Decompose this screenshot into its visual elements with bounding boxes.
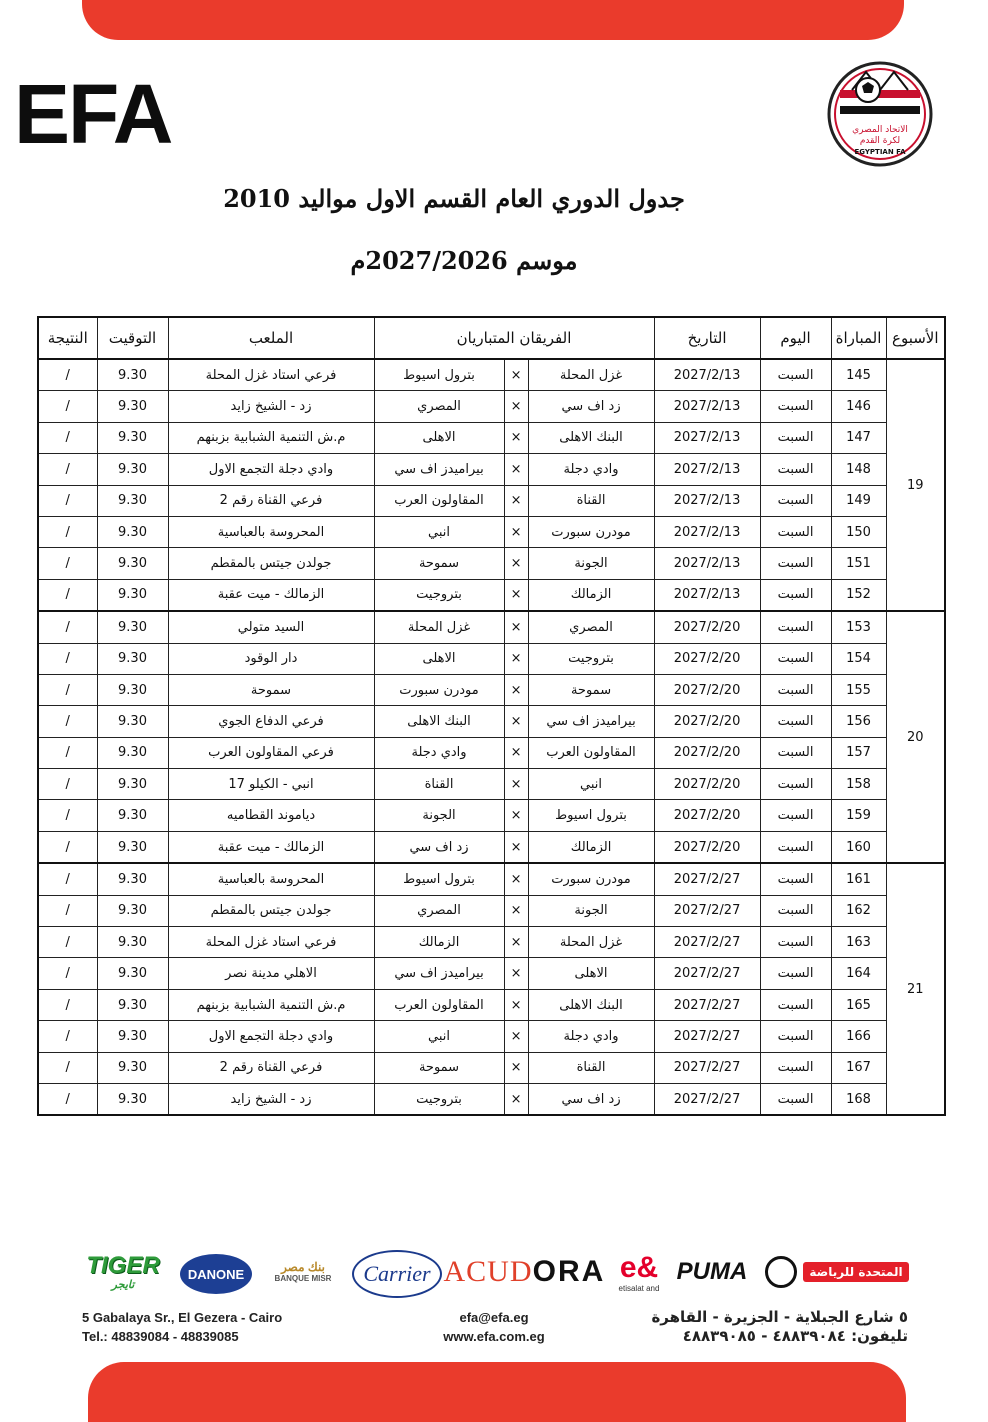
cell-day: السبت xyxy=(760,769,831,800)
cell-home-team: الزمالك xyxy=(528,579,654,611)
cell-result: / xyxy=(38,454,97,485)
cell-away-team: القناة xyxy=(374,769,504,800)
bottom-decorative-bar xyxy=(88,1362,906,1422)
cell-time: 9.30 xyxy=(97,958,168,989)
cell-venue: فرعي القناة رقم 2 xyxy=(168,1052,374,1083)
cell-date: 2027/2/27 xyxy=(654,1083,760,1115)
cell-away-team: بتروجيت xyxy=(374,579,504,611)
cell-date: 2027/2/13 xyxy=(654,516,760,547)
cell-away-team: البنك الاهلى xyxy=(374,706,504,737)
cell-day: السبت xyxy=(760,391,831,422)
cell-day: السبت xyxy=(760,800,831,831)
cell-away-team: انبي xyxy=(374,1021,504,1052)
cell-away-team: بترول اسيوط xyxy=(374,359,504,391)
cell-result: / xyxy=(38,422,97,453)
cell-home-team: غزل المحلة xyxy=(528,359,654,391)
cell-result: / xyxy=(38,611,97,643)
header-venue: الملعب xyxy=(168,317,374,359)
cell-time: 9.30 xyxy=(97,1083,168,1115)
header-week: الأسبوع xyxy=(886,317,945,359)
cell-result: / xyxy=(38,674,97,705)
table-row xyxy=(38,579,945,611)
cell-away-team: المقاولون العرب xyxy=(374,485,504,516)
cell-result: / xyxy=(38,516,97,547)
cell-away-team: سموحة xyxy=(374,1052,504,1083)
cell-match: 164 xyxy=(831,958,886,989)
cell-day: السبت xyxy=(760,863,831,895)
cell-venue: المحروسة بالعباسية xyxy=(168,863,374,895)
table-header-row xyxy=(38,317,945,359)
cell-time: 9.30 xyxy=(97,1052,168,1083)
cell-date: 2027/2/20 xyxy=(654,800,760,831)
cell-result: / xyxy=(38,737,97,768)
cell-away-team: الجونة xyxy=(374,800,504,831)
cell-day: السبت xyxy=(760,989,831,1020)
cell-home-team: بيراميدز اف سي xyxy=(528,706,654,737)
cell-vs: × xyxy=(504,548,528,579)
cell-time: 9.30 xyxy=(97,737,168,768)
etisalat-logo: e& etisalat and xyxy=(618,1250,660,1293)
cell-date: 2027/2/20 xyxy=(654,737,760,768)
cell-date: 2027/2/13 xyxy=(654,359,760,391)
cell-match: 150 xyxy=(831,516,886,547)
footer-website-link[interactable]: www.efa.com.eg xyxy=(443,1329,545,1344)
header-date: التاريخ xyxy=(654,317,760,359)
page-title: جدول الدوري العام القسم الاول مواليد 2010 xyxy=(223,184,685,213)
cell-away-team: بترول اسيوط xyxy=(374,863,504,895)
cell-away-team: المصري xyxy=(374,391,504,422)
cell-away-team: المقاولون العرب xyxy=(374,989,504,1020)
table-row xyxy=(38,927,945,958)
table-row xyxy=(38,1021,945,1052)
cell-match: 145 xyxy=(831,359,886,391)
schedule-body xyxy=(38,359,945,1115)
cell-result: / xyxy=(38,548,97,579)
cell-match: 153 xyxy=(831,611,886,643)
cell-result: / xyxy=(38,769,97,800)
cell-time: 9.30 xyxy=(97,895,168,926)
cell-day: السبت xyxy=(760,927,831,958)
cell-venue: المحروسة بالعباسية xyxy=(168,516,374,547)
carrier-logo: Carrier xyxy=(352,1250,442,1298)
cell-vs: × xyxy=(504,454,528,485)
cell-time: 9.30 xyxy=(97,800,168,831)
cell-result: / xyxy=(38,989,97,1020)
table-row xyxy=(38,359,945,391)
cell-time: 9.30 xyxy=(97,863,168,895)
cell-time: 9.30 xyxy=(97,706,168,737)
table-row xyxy=(38,485,945,516)
cell-venue: فرعي استاد غزل المحلة xyxy=(168,359,374,391)
cell-day: السبت xyxy=(760,737,831,768)
cell-vs: × xyxy=(504,611,528,643)
cell-day: السبت xyxy=(760,579,831,611)
cell-home-team: الاهلى xyxy=(528,958,654,989)
cell-match: 148 xyxy=(831,454,886,485)
puma-logo: PUMA xyxy=(676,1258,748,1285)
cell-home-team: سموحة xyxy=(528,674,654,705)
cell-match: 166 xyxy=(831,1021,886,1052)
cell-date: 2027/2/27 xyxy=(654,989,760,1020)
cell-away-team: سموحة xyxy=(374,548,504,579)
cell-vs: × xyxy=(504,359,528,391)
cell-home-team: غزل المحلة xyxy=(528,927,654,958)
cell-time: 9.30 xyxy=(97,422,168,453)
header-result: النتيجة xyxy=(38,317,97,359)
cell-vs: × xyxy=(504,831,528,863)
cell-match: 165 xyxy=(831,989,886,1020)
cell-home-team: الجونة xyxy=(528,895,654,926)
table-row xyxy=(38,643,945,674)
cell-home-team: البنك الاهلى xyxy=(528,989,654,1020)
header-day: اليوم xyxy=(760,317,831,359)
cell-venue: الزمالك - ميت عقبة xyxy=(168,579,374,611)
cell-away-team: انبي xyxy=(374,516,504,547)
table-row xyxy=(38,989,945,1020)
cell-vs: × xyxy=(504,737,528,768)
cell-time: 9.30 xyxy=(97,831,168,863)
cell-day: السبت xyxy=(760,1052,831,1083)
cell-home-team: وادي دجلة xyxy=(528,1021,654,1052)
cell-day: السبت xyxy=(760,958,831,989)
cell-venue: دياموند القطاميه xyxy=(168,800,374,831)
cell-match: 163 xyxy=(831,927,886,958)
cell-vs: × xyxy=(504,863,528,895)
header-teams: الفريقان المتباريان xyxy=(374,317,654,359)
cell-home-team: مودرن سبورت xyxy=(528,516,654,547)
table-row xyxy=(38,674,945,705)
cell-venue: دار الوقود xyxy=(168,643,374,674)
cell-venue: فرعي القناة رقم 2 xyxy=(168,485,374,516)
cell-date: 2027/2/13 xyxy=(654,485,760,516)
cell-vs: × xyxy=(504,1021,528,1052)
cell-home-team: انبي xyxy=(528,769,654,800)
table-row xyxy=(38,516,945,547)
cell-result: / xyxy=(38,359,97,391)
cell-vs: × xyxy=(504,769,528,800)
cell-week: 19 xyxy=(886,359,945,611)
cell-away-team: الاهلى xyxy=(374,643,504,674)
cell-home-team: وادي دجلة xyxy=(528,454,654,485)
cell-time: 9.30 xyxy=(97,927,168,958)
table-row xyxy=(38,454,945,485)
top-decorative-bar xyxy=(82,0,904,40)
cell-away-team: المصري xyxy=(374,895,504,926)
cell-away-team: وادي دجلة xyxy=(374,737,504,768)
cell-match: 156 xyxy=(831,706,886,737)
cell-venue: فرعي الدفاع الجوي xyxy=(168,706,374,737)
table-row xyxy=(38,895,945,926)
cell-date: 2027/2/13 xyxy=(654,391,760,422)
cell-day: السبت xyxy=(760,454,831,485)
cell-date: 2027/2/20 xyxy=(654,831,760,863)
cell-result: / xyxy=(38,485,97,516)
cell-vs: × xyxy=(504,391,528,422)
cell-away-team: غزل المحلة xyxy=(374,611,504,643)
cell-vs: × xyxy=(504,927,528,958)
united-sports-logo: المتحدة للرياضة xyxy=(758,1248,916,1296)
cell-match: 162 xyxy=(831,895,886,926)
footer-address-ar-line: ٥ شارع الجبلاية - الجزيرة - القاهرة xyxy=(651,1308,908,1326)
footer-address-ar xyxy=(651,1308,908,1346)
cell-vs: × xyxy=(504,706,528,737)
cell-match: 167 xyxy=(831,1052,886,1083)
sponsor-logos xyxy=(80,1244,916,1300)
cell-date: 2027/2/13 xyxy=(654,579,760,611)
cell-away-team: الاهلى xyxy=(374,422,504,453)
table-row xyxy=(38,831,945,863)
cell-time: 9.30 xyxy=(97,989,168,1020)
cell-time: 9.30 xyxy=(97,1021,168,1052)
table-row xyxy=(38,1052,945,1083)
cell-home-team: البنك الاهلى xyxy=(528,422,654,453)
cell-date: 2027/2/27 xyxy=(654,927,760,958)
cell-match: 155 xyxy=(831,674,886,705)
cell-vs: × xyxy=(504,1083,528,1115)
cell-time: 9.30 xyxy=(97,548,168,579)
cell-venue: وادي دجلة التجمع الاول xyxy=(168,454,374,485)
cell-away-team: بتروجيت xyxy=(374,1083,504,1115)
cell-result: / xyxy=(38,1052,97,1083)
cell-week: 21 xyxy=(886,863,945,1115)
table-row xyxy=(38,863,945,895)
table-row xyxy=(38,548,945,579)
cell-day: السبت xyxy=(760,422,831,453)
cell-time: 9.30 xyxy=(97,485,168,516)
table-row xyxy=(38,706,945,737)
cell-venue: م.ش التنمية الشبابية بزبنهم xyxy=(168,422,374,453)
cell-date: 2027/2/13 xyxy=(654,454,760,485)
cell-date: 2027/2/20 xyxy=(654,769,760,800)
cell-day: السبت xyxy=(760,706,831,737)
cell-result: / xyxy=(38,391,97,422)
cell-match: 154 xyxy=(831,643,886,674)
cell-home-team: بتروجيت xyxy=(528,643,654,674)
table-row xyxy=(38,769,945,800)
table-row xyxy=(38,1083,945,1115)
cell-time: 9.30 xyxy=(97,579,168,611)
acud-logo: ACUD xyxy=(443,1255,533,1288)
cell-date: 2027/2/13 xyxy=(654,422,760,453)
cell-home-team: زد اف سي xyxy=(528,1083,654,1115)
banque-misr-logo: بنك مصر BANQUE MISR xyxy=(274,1259,332,1283)
cell-vs: × xyxy=(504,895,528,926)
cell-day: السبت xyxy=(760,831,831,863)
cell-vs: × xyxy=(504,516,528,547)
cell-time: 9.30 xyxy=(97,674,168,705)
cell-vs: × xyxy=(504,800,528,831)
cell-home-team: المصري xyxy=(528,611,654,643)
cell-day: السبت xyxy=(760,611,831,643)
cell-date: 2027/2/27 xyxy=(654,1021,760,1052)
cell-away-team: زد اف سي xyxy=(374,831,504,863)
cell-match: 151 xyxy=(831,548,886,579)
united-sports-icon xyxy=(765,1256,797,1288)
cell-venue: انبي - الكيلو 17 xyxy=(168,769,374,800)
cell-vs: × xyxy=(504,1052,528,1083)
cell-date: 2027/2/20 xyxy=(654,706,760,737)
cell-result: / xyxy=(38,927,97,958)
cell-venue: زد - الشيخ زايد xyxy=(168,1083,374,1115)
cell-date: 2027/2/27 xyxy=(654,863,760,895)
cell-venue: سموحة xyxy=(168,674,374,705)
header-match: المباراة xyxy=(831,317,886,359)
cell-home-team: المقاولون العرب xyxy=(528,737,654,768)
cell-date: 2027/2/20 xyxy=(654,674,760,705)
cell-match: 146 xyxy=(831,391,886,422)
cell-away-team: بيراميدز اف سي xyxy=(374,454,504,485)
cell-date: 2027/2/27 xyxy=(654,895,760,926)
cell-venue: السيد متولي xyxy=(168,611,374,643)
match-schedule-table xyxy=(37,316,946,1116)
cell-venue: م.ش التنمية الشبابية بزبنهم xyxy=(168,989,374,1020)
table-row xyxy=(38,391,945,422)
cell-venue: وادي دجلة التجمع الاول xyxy=(168,1021,374,1052)
cell-time: 9.30 xyxy=(97,643,168,674)
cell-home-team: بترول اسيوط xyxy=(528,800,654,831)
cell-day: السبت xyxy=(760,643,831,674)
table-row xyxy=(38,422,945,453)
cell-time: 9.30 xyxy=(97,516,168,547)
footer-phone-ar: تليفون: ٤٨٨٣٩٠٨٤ - ٤٨٨٣٩٠٨٥ xyxy=(682,1327,908,1345)
cell-result: / xyxy=(38,863,97,895)
cell-result: / xyxy=(38,706,97,737)
cell-home-team: القناة xyxy=(528,485,654,516)
cell-vs: × xyxy=(504,485,528,516)
cell-date: 2027/2/20 xyxy=(654,643,760,674)
svg-text:لكرة القدم: لكرة القدم xyxy=(859,136,901,146)
cell-venue: جولدن جيتس بالمقطم xyxy=(168,895,374,926)
footer-address-line: 5 Gabalaya Sr., El Gezera - Cairo xyxy=(82,1310,283,1325)
cell-day: السبت xyxy=(760,895,831,926)
table-row xyxy=(38,611,945,643)
cell-venue: جولدن جيتس بالمقطم xyxy=(168,548,374,579)
cell-time: 9.30 xyxy=(97,611,168,643)
svg-text:الاتحاد المصري: الاتحاد المصري xyxy=(852,125,908,135)
egyptian-fa-crest-icon xyxy=(826,60,934,168)
cell-result: / xyxy=(38,895,97,926)
cell-day: السبت xyxy=(760,1083,831,1115)
cell-time: 9.30 xyxy=(97,454,168,485)
cell-time: 9.30 xyxy=(97,769,168,800)
cell-day: السبت xyxy=(760,359,831,391)
cell-date: 2027/2/27 xyxy=(654,958,760,989)
cell-away-team: مودرن سبورت xyxy=(374,674,504,705)
cell-home-team: القناة xyxy=(528,1052,654,1083)
cell-match: 152 xyxy=(831,579,886,611)
cell-home-team: مودرن سبورت xyxy=(528,863,654,895)
cell-result: / xyxy=(38,643,97,674)
table-row xyxy=(38,800,945,831)
cell-result: / xyxy=(38,958,97,989)
cell-match: 147 xyxy=(831,422,886,453)
cell-date: 2027/2/20 xyxy=(654,611,760,643)
cell-venue: فرعي استاد غزل المحلة xyxy=(168,927,374,958)
footer-email-link[interactable]: efa@efa.eg xyxy=(459,1310,529,1325)
footer-phone-en: Tel.: 48839084 - 48839085 xyxy=(82,1329,239,1344)
cell-vs: × xyxy=(504,422,528,453)
cell-date: 2027/2/27 xyxy=(654,1052,760,1083)
cell-result: / xyxy=(38,579,97,611)
cell-match: 158 xyxy=(831,769,886,800)
cell-match: 168 xyxy=(831,1083,886,1115)
cell-result: / xyxy=(38,1083,97,1115)
cell-vs: × xyxy=(504,989,528,1020)
table-row xyxy=(38,737,945,768)
cell-day: السبت xyxy=(760,674,831,705)
cell-away-team: الزمالك xyxy=(374,927,504,958)
cell-time: 9.30 xyxy=(97,391,168,422)
cell-venue: الزمالك - ميت عقبة xyxy=(168,831,374,863)
cell-date: 2027/2/13 xyxy=(654,548,760,579)
cell-venue: زد - الشيخ زايد xyxy=(168,391,374,422)
cell-match: 157 xyxy=(831,737,886,768)
season-subtitle: موسم 2027/2026م xyxy=(350,246,578,275)
cell-match: 159 xyxy=(831,800,886,831)
danone-logo: DANONE xyxy=(180,1254,252,1294)
ora-logo: ORA xyxy=(532,1255,606,1288)
cell-day: السبت xyxy=(760,485,831,516)
cell-day: السبت xyxy=(760,1021,831,1052)
cell-day: السبت xyxy=(760,516,831,547)
cell-away-team: بيراميدز اف سي xyxy=(374,958,504,989)
cell-venue: الاهلي مدينة نصر xyxy=(168,958,374,989)
cell-match: 161 xyxy=(831,863,886,895)
cell-day: السبت xyxy=(760,548,831,579)
tiger-logo: TIGER تايجر xyxy=(86,1252,160,1291)
cell-result: / xyxy=(38,800,97,831)
cell-vs: × xyxy=(504,674,528,705)
cell-match: 149 xyxy=(831,485,886,516)
svg-text:EGYPTIAN FA: EGYPTIAN FA xyxy=(854,148,906,156)
cell-match: 160 xyxy=(831,831,886,863)
cell-result: / xyxy=(38,1021,97,1052)
cell-vs: × xyxy=(504,643,528,674)
cell-time: 9.30 xyxy=(97,359,168,391)
cell-vs: × xyxy=(504,958,528,989)
cell-home-team: الجونة xyxy=(528,548,654,579)
cell-home-team: زد اف سي xyxy=(528,391,654,422)
header-time: التوقيت xyxy=(97,317,168,359)
cell-home-team: الزمالك xyxy=(528,831,654,863)
table-row xyxy=(38,958,945,989)
cell-result: / xyxy=(38,831,97,863)
cell-vs: × xyxy=(504,579,528,611)
efa-logo: EFA xyxy=(14,67,172,161)
cell-venue: فرعي المقاولون العرب xyxy=(168,737,374,768)
cell-week: 20 xyxy=(886,611,945,863)
